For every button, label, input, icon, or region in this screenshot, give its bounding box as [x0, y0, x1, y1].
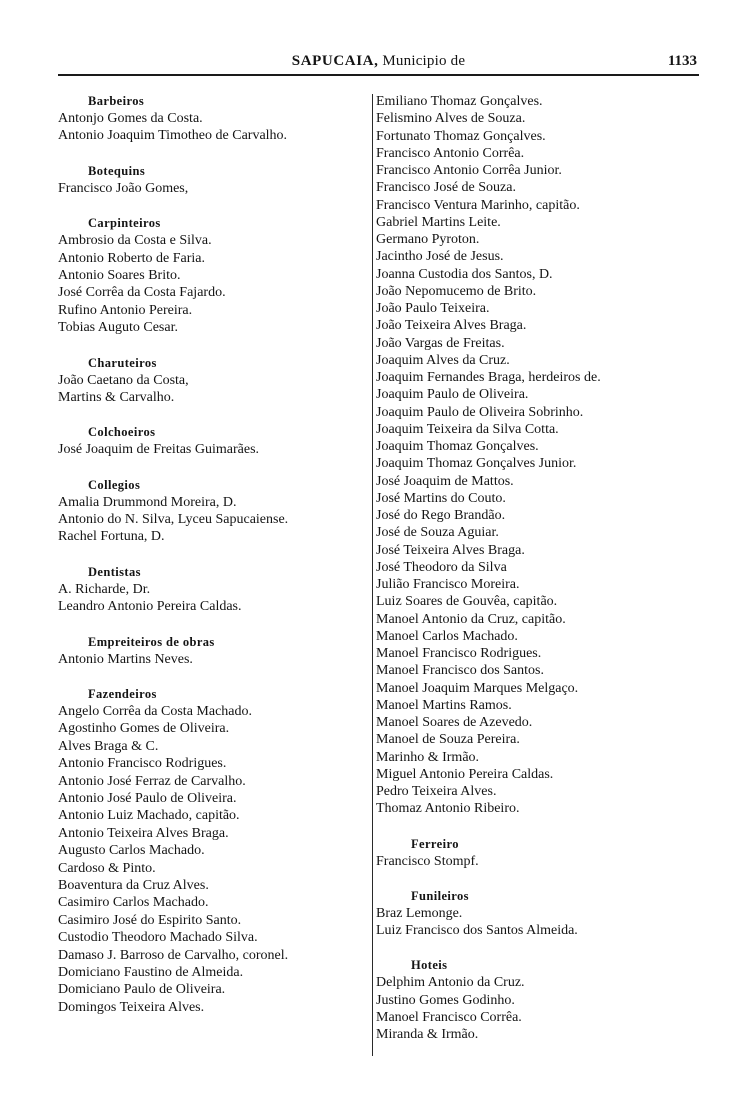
section-botequins: [58, 163, 374, 197]
list-entry: Antonio Martins Neves.: [58, 651, 193, 667]
list-entry: Casimiro Carlos Machado.: [58, 895, 209, 911]
section-heading: Carpinteiros: [88, 216, 161, 231]
list-entry: Rufino Antonio Pereira.: [58, 302, 193, 318]
list-entry: Damaso J. Barroso de Carvalho, coronel.: [58, 947, 289, 963]
list-entry: Custodio Theodoro Machado Silva.: [58, 930, 258, 946]
section-gap: [376, 818, 701, 836]
list-entry: Francisco Stompf.: [376, 853, 479, 869]
list-entry: Braz Lemonge.: [376, 905, 463, 921]
list-entry: Marinho & Irmão.: [376, 749, 480, 765]
list-entry: Tobias Auguto Cesar.: [58, 320, 178, 336]
section-funileiros: [376, 888, 701, 940]
section-fazendeiros: [58, 686, 374, 1016]
list-entry: Martins & Carvalho.: [58, 389, 175, 405]
list-entry: João Paulo Teixeira.: [376, 301, 490, 316]
section-heading: Barbeiros: [88, 94, 145, 108]
page-number: 1133: [667, 53, 697, 69]
section-hoteis: [376, 957, 701, 1043]
list-entry: José Theodoro da Silva: [376, 559, 507, 575]
list-entry: José de Souza Aguiar.: [376, 525, 499, 541]
list-entry: José Corrêa da Costa Fajardo.: [58, 285, 226, 301]
list-entry: Joaquim Fernandes Braga, herdeiros de.: [376, 370, 601, 385]
list-entry: Pedro Teixeira Alves.: [376, 784, 497, 799]
list-entry: Antonio Francisco Rodrigues.: [58, 756, 227, 772]
section-gap: [376, 939, 701, 957]
list-entry: Manoel Francisco Corrêa.: [376, 1009, 522, 1025]
section-heading: Empreiteiros de obras: [88, 634, 215, 649]
list-entry: Delphim Antonio da Cruz.: [376, 975, 525, 991]
header-place: SAPUCAIA,: [291, 53, 379, 69]
list-entry: Antonjo Gomes da Costa.: [58, 111, 203, 126]
section-gap: [58, 616, 374, 634]
list-entry: Manoel Joaquim Marques Melgaço.: [376, 680, 579, 696]
list-entry: João Vargas de Freitas.: [376, 335, 505, 351]
list-entry: José Joaquim de Mattos.: [376, 473, 514, 489]
section-heading: Ferreiro: [411, 836, 459, 851]
list-entry: Francisco José de Souza.: [376, 180, 516, 196]
section-heading: Botequins: [88, 163, 146, 178]
list-entry: Antonio José Ferraz de Carvalho.: [58, 773, 246, 789]
section-gap: [58, 337, 374, 355]
list-entry: Alves Braga & C.: [58, 738, 159, 754]
list-entry: Amalia Drummond Moreira, D.: [58, 494, 237, 510]
section-heading: Collegios: [88, 477, 141, 492]
list-entry: Manoel de Souza Pereira.: [376, 732, 520, 748]
list-entry: Thomaz Antonio Ribeiro.: [376, 801, 520, 817]
section-heading: Charuteiros: [88, 355, 157, 370]
section-gap: [58, 668, 374, 686]
list-entry: Antonio Luiz Machado, capitão.: [58, 808, 240, 824]
list-entry: Justino Gomes Godinho.: [376, 992, 515, 1008]
list-entry: Joaquim Alves da Cruz.: [376, 352, 510, 368]
section-ferreiro: [376, 836, 701, 870]
list-entry: Angelo Corrêa da Costa Machado.: [58, 704, 252, 720]
list-entry: Julião Francisco Moreira.: [376, 577, 520, 592]
list-entry: Manoel Francisco dos Santos.: [376, 663, 544, 679]
list-entry: João Nepomucemo de Brito.: [376, 283, 537, 299]
section-gap: [376, 870, 701, 888]
section-gap: [58, 197, 374, 215]
section-heading: Fazendeiros: [88, 687, 157, 702]
list-entry: Joaquim Paulo de Oliveira Sobrinho.: [376, 404, 584, 420]
section-empreiteiros-de-obras: [58, 634, 374, 668]
section-dentistas: [58, 564, 374, 616]
header-title: [58, 53, 699, 70]
list-entry: Felismino Alves de Souza.: [376, 111, 526, 127]
section-gap: [58, 459, 374, 477]
list-entry: Manoel Carlos Machado.: [376, 628, 518, 644]
right-column: [374, 93, 701, 1043]
list-entry: João Caetano da Costa,: [58, 372, 189, 388]
column-divider: [372, 94, 373, 1056]
section-heading: Dentistas: [88, 564, 141, 579]
list-entry: José Martins do Couto.: [376, 490, 506, 506]
list-entry: Boaventura da Cruz Alves.: [58, 877, 209, 893]
section-heading: Colchoeiros: [88, 425, 156, 440]
header-municipio: Municipio de: [382, 53, 466, 69]
list-entry: Antonio José Paulo de Oliveira.: [58, 790, 237, 806]
section-heading: Funileiros: [411, 888, 469, 903]
left-column: [58, 93, 374, 1016]
section-continued: [376, 93, 701, 818]
list-entry: José Teixeira Alves Braga.: [376, 542, 525, 558]
list-entry: Manoel Soares de Azevedo.: [376, 715, 533, 730]
list-entry: João Teixeira Alves Braga.: [376, 318, 527, 334]
list-entry: Domingos Teixeira Alves.: [58, 999, 205, 1015]
list-entry: Antonio do N. Silva, Lyceu Sapucaiense.: [58, 512, 289, 528]
list-entry: Jacintho José de Jesus.: [376, 249, 504, 265]
list-entry: Luiz Francisco dos Santos Almeida.: [376, 923, 578, 938]
list-entry: Joaquim Thomaz Gonçalves.: [376, 439, 539, 454]
section-charuteiros: [58, 355, 374, 407]
list-entry: Domiciano Paulo de Oliveira.: [58, 982, 226, 998]
list-entry: Leandro Antonio Pereira Caldas.: [58, 599, 242, 615]
list-entry: Francisco Antonio Corrêa.: [376, 145, 525, 161]
header-rule: [58, 74, 699, 76]
list-entry: Manoel Martins Ramos.: [376, 697, 512, 713]
list-entry: Manoel Francisco Rodrigues.: [376, 646, 542, 661]
list-entry: Antonio Joaquim Timotheo de Carvalho.: [58, 128, 288, 144]
list-entry: Domiciano Faustino de Almeida.: [58, 964, 244, 980]
list-entry: Luiz Soares de Gouvêa, capitão.: [376, 594, 558, 610]
section-colchoeiros: [58, 424, 374, 458]
section-collegios: [58, 477, 374, 546]
list-entry: Joaquim Thomaz Gonçalves Junior.: [376, 456, 577, 472]
list-entry: Rachel Fortuna, D.: [58, 529, 165, 545]
list-entry: Augusto Carlos Machado.: [58, 843, 205, 859]
list-entry: Miguel Antonio Pereira Caldas.: [376, 766, 554, 782]
list-entry: Casimiro José do Espirito Santo.: [58, 912, 242, 928]
list-entry: Joanna Custodia dos Santos, D.: [376, 266, 553, 282]
section-barbeiros: [58, 93, 374, 145]
list-entry: José Joaquim de Freitas Guimarães.: [58, 442, 260, 458]
section-gap: [58, 145, 374, 163]
section-heading: Hoteis: [411, 958, 448, 973]
list-entry: Antonio Soares Brito.: [58, 267, 181, 283]
list-entry: Antonio Roberto de Faria.: [58, 250, 205, 266]
list-entry: Antonio Teixeira Alves Braga.: [58, 825, 229, 841]
list-entry: Agostinho Gomes de Oliveira.: [58, 721, 230, 737]
page-header: [58, 53, 699, 73]
list-entry: Germano Pyroton.: [376, 232, 480, 247]
list-entry: Miranda & Irmão.: [376, 1027, 479, 1042]
list-entry: Francisco João Gomes,: [58, 180, 189, 196]
list-entry: Cardoso & Pinto.: [58, 860, 156, 876]
list-entry: Francisco Ventura Marinho, capitão.: [376, 197, 580, 213]
section-gap: [58, 546, 374, 564]
list-entry: Joaquim Paulo de Oliveira.: [376, 387, 529, 403]
section-gap: [58, 406, 374, 424]
list-entry: Fortunato Thomaz Gonçalves.: [376, 128, 546, 144]
list-entry: Manoel Antonio da Cruz, capitão.: [376, 611, 566, 627]
list-entry: Emiliano Thomaz Gonçalves.: [376, 94, 543, 109]
list-entry: Gabriel Martins Leite.: [376, 214, 501, 230]
list-entry: A. Richarde, Dr.: [58, 581, 151, 597]
list-entry: Joaquim Teixeira da Silva Cotta.: [376, 421, 559, 437]
section-carpinteiros: [58, 215, 374, 336]
list-entry: Ambrosio da Costa e Silva.: [58, 233, 212, 249]
list-entry: Francisco Antonio Corrêa Junior.: [376, 163, 562, 178]
list-entry: José do Rego Brandão.: [376, 508, 506, 523]
